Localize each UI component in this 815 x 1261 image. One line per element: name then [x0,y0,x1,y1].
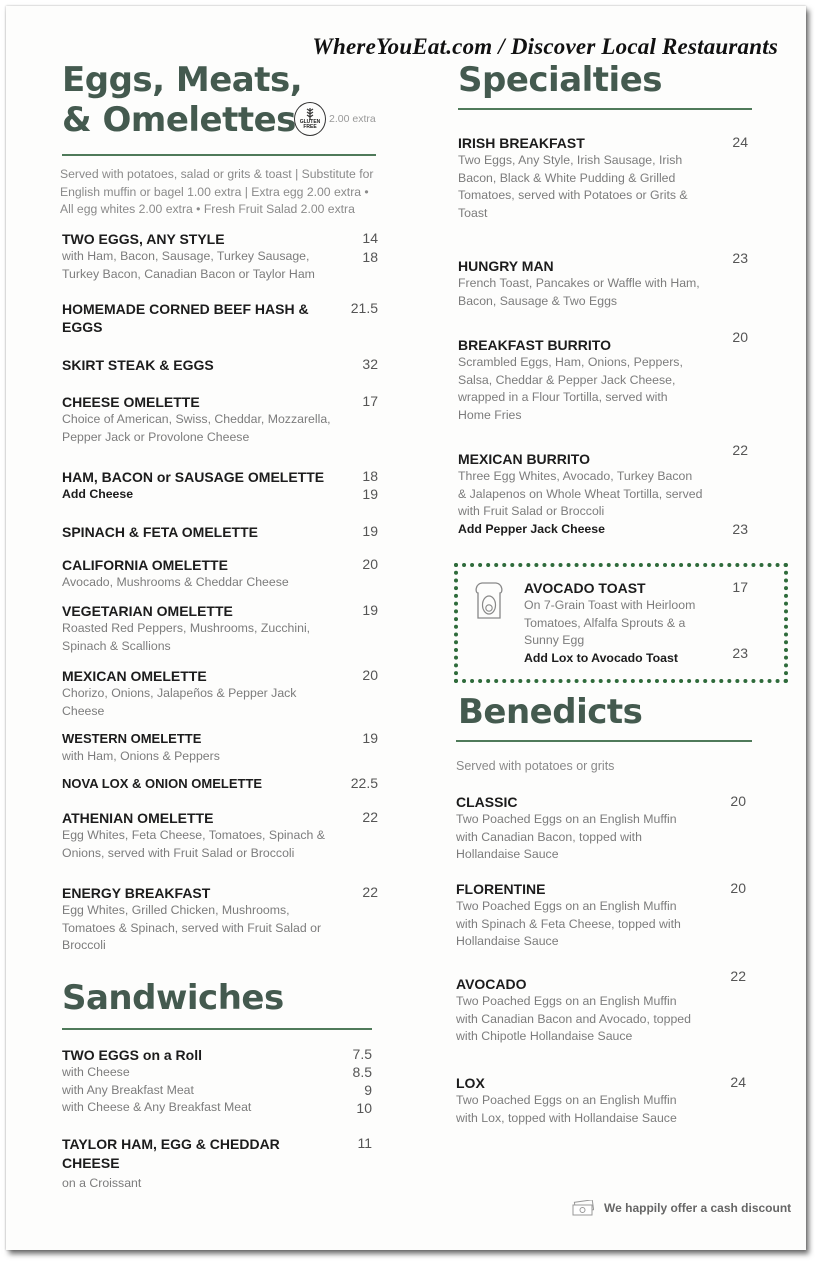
menu-item: BREAKFAST BURRITO Scrambled Eggs, Ham, Onions, Peppers, Salsa, Cheddar & Pepper Jack Cheese, wrapped in a Flour Tortilla, served with Home Fries 20 [458,329,748,422]
menu-item: FLORENTINE Two Poached Eggs on an English Muffin with Spinach & Feta Cheese, topped with Hollandaise Sauce 20 [456,880,746,949]
section-title-benedicts: Benedicts [458,692,643,732]
cash-icon [572,1200,594,1216]
menu-item: HAM, BACON or SAUSAGE OMELETTE Add Cheese 18 19 [62,468,378,502]
menu-item: IRISH BREAKFAST Two Eggs, Any Style, Irish Sausage, Irish Bacon, Black & White Pudding & Grilled Tomatoes, served with Potatoes or Grits & Toast 24 [458,134,748,220]
specialties-section [458,60,758,110]
section-title-sandwiches: Sandwiches [62,978,284,1018]
gluten-free-note: GLUTEN FREE 2.00 extra [294,102,376,136]
section-rule [456,740,752,742]
section-rule [458,108,752,110]
cash-discount-note: We happily offer a cash discount [572,1200,791,1216]
menu-item: HUNGRY MAN French Toast, Pancakes or Waffle with Ham, Bacon, Sausage & Two Eggs 23 [458,250,748,308]
menu-page [6,6,806,1250]
menu-item: VEGETARIAN OMELETTE Roasted Red Peppers, Mushrooms, Zucchini, Spinach & Scallions 19 [62,602,378,653]
menu-item: SPINACH & FETA OMELETTE 19 [62,523,378,540]
menu-item: ENERGY BREAKFAST Egg Whites, Grilled Chicken, Mushrooms, Tomatoes & Spinach, served with Fruit Salad or Broccoli 22 [62,884,378,953]
menu-item: WESTERN OMELETTE with Ham, Onions & Peppers 19 [62,730,378,763]
eggs-section [62,60,378,156]
menu-item: CALIFORNIA OMELETTE Avocado, Mushrooms & Cheddar Cheese 20 [62,556,378,589]
wheat-icon: GLUTEN FREE [294,102,326,136]
menu-item: LOX Two Poached Eggs on an English Muffin with Lox, topped with Hollandaise Sauce 24 [456,1074,746,1125]
menu-item: NOVA LOX & ONION OMELETTE 22.5 [62,775,378,791]
benedicts-section [458,692,758,742]
menu-item: SKIRT STEAK & EGGS 32 [62,356,378,373]
menu-item: TWO EGGS, ANY STYLE with Ham, Bacon, Sausage, Turkey Sausage, Turkey Bacon, Canadian Bacon or Taylor Ham 14 18 [62,230,378,281]
menu-item: CHEESE OMELETTE Choice of American, Swiss, Cheddar, Mozzarella, Pepper Jack or Provolone Cheese 17 [62,393,378,444]
section-rule [62,154,376,156]
eggs-items [62,166,378,1066]
avocado-toast-icon [474,581,504,621]
featured-avocado-toast [454,563,788,683]
section-rule [62,1028,372,1030]
section-title-eggs: Eggs, Meats, & Omelettes [62,60,303,140]
menu-item: TWO EGGS on a Roll with Cheese with Any Breakfast Meat with Cheese & Any Breakfast Meat 7.5 8.5 9 10 [62,1046,372,1116]
menu-item: MEXICAN OMELETTE Chorizo, Onions, Jalapeños & Pepper Jack Cheese 20 [62,667,378,718]
menu-item: HOMEMADE CORNED BEEF HASH & EGGS 21.5 [62,300,378,335]
eggs-intro: Served with potatoes, salad or grits & toast | Substitute for English muffin or bagel 1.00 extra | Extra egg 2.00 extra • All egg whites 2.00 extra • Fresh Fruit Salad 2.00 extra [60,167,374,216]
benedicts-intro: Served with potatoes or grits [456,759,615,773]
benedicts-items [456,758,746,1158]
site-watermark: WhereYouEat.com / Discover Local Restaurants [312,34,778,59]
menu-item: TAYLOR HAM, EGG & CHEDDAR CHEESE on a Croissant 11 [62,1135,372,1190]
section-title-specialties: Specialties [458,60,662,100]
menu-item: AVOCADO Two Poached Eggs on an English Muffin with Canadian Bacon and Avocado, topped with Chipotle Hollandaise Sauce 22 [456,968,746,1044]
menu-item: CLASSIC Two Poached Eggs on an English Muffin with Canadian Bacon, topped with Hollandaise Sauce 20 [456,793,746,862]
menu-item: ATHENIAN OMELETTE Egg Whites, Feta Cheese, Tomatoes, Spinach & Onions, served with Fruit Salad or Broccoli 22 [62,809,378,860]
menu-item: AVOCADO TOAST On 7-Grain Toast with Heirloom Tomatoes, Alfalfa Sprouts & a Sunny Egg Add Lox to Avocado Toast 17 23 [524,579,748,665]
sandwiches-section [62,978,378,1198]
specialties-items [458,134,748,554]
menu-item: MEXICAN BURRITO Three Egg Whites, Avocado, Turkey Bacon & Jalapenos on Whole Wheat Tortilla, served with Fruit Salad or Broccoli Add Pepper Jack Cheese 22 23 [458,442,748,537]
